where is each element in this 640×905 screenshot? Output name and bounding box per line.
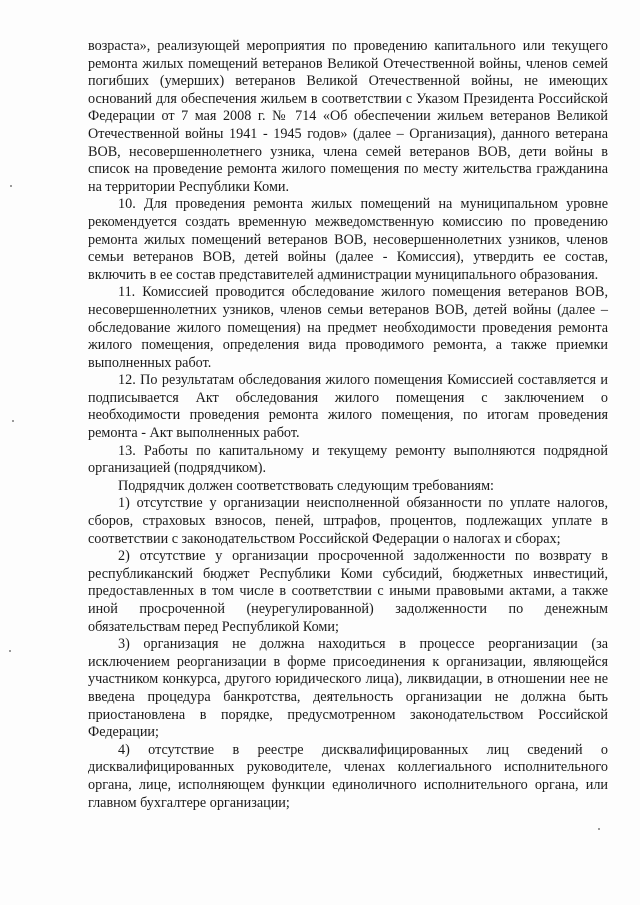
scan-speck xyxy=(9,650,11,652)
scan-speck xyxy=(598,828,600,830)
paragraph-item-13: 13. Работы по капитальному и текущему ремонту выполняются подрядной организацией (подрядчиком). xyxy=(88,442,608,477)
scan-speck xyxy=(12,420,14,422)
paragraph-continuation: возраста», реализующей мероприятия по проведению капитального или текущего ремонта жилых помещений ветеранов Великой Отечественной войны, членов семей погибших (умерших) ветеранов Великой Отечественной войны, не имеющих оснований для обеспечения жильем в соответствии с Указом Президента Российской Федерации от 7 мая 2008 г. № 714 «Об обеспечении жильем ветеранов Великой Отечественной войны 1941 - 1945 годов» (далее – Организация), данного ветерана ВОВ, несовершеннолетнего узника, члена семей ветеранов ВОВ, дети войны в список на проведение ремонта жилого помещения по месту жительства гражданина на территории Республики Коми. xyxy=(88,38,608,195)
scan-speck xyxy=(10,185,12,187)
paragraph-requirement-4: 4) отсутствие в реестре дисквалифицированных лиц сведений о дисквалифицированных руководителе, членах коллегиального исполнительного органа, лице, исполняющем функции единоличного исполнительного органа, или главном бухгалтере организации; xyxy=(88,741,608,811)
paragraph-item-10: 10. Для проведения ремонта жилых помещений на муниципальном уровне рекомендуется создать временную межведомственную комиссию по проведению ремонта жилых помещений ветеранов ВОВ, несовершеннолетних узников, членов семьи ветеранов ВОВ, детей войны (далее - Комиссия), утвердить ее состав, включить в ее состав представителей администрации муниципального образования. xyxy=(88,196,608,283)
paragraph-requirements-intro: Подрядчик должен соответствовать следующим требованиям: xyxy=(118,477,495,494)
document-body xyxy=(88,38,608,812)
paragraph-requirement-3: 3) организация не должна находиться в процессе реорганизации (за исключением реорганизации в форме присоединения к организации, являющейся участником конкурса, другого юридического лица), ликвидации, в отношении нее не введена процедура банкротства, деятельность организации не должна быть приостановлена в порядке, предусмотренном законодательством Российской Федерации; xyxy=(88,636,608,741)
paragraph-item-11: 11. Комиссией проводится обследование жилого помещения ветеранов ВОВ, несовершеннолетних узников, членов семьи ветеранов ВОВ, детей войны (далее – обследование жилого помещения) на предмет необходимости проведения ремонта жилого помещения, определения вида проводимого ремонта, а также приемки выполненных работ. xyxy=(88,284,608,371)
paragraph-requirement-2: 2) отсутствие у организации просроченной задолженности по возврату в республиканский бюджет Республики Коми субсидий, бюджетных инвестиций, предоставленных в том числе в соответствии с иными правовыми актами, а также иной просроченной (неурегулированной) задолженности по денежным обязательствам перед Республикой Коми; xyxy=(88,548,608,635)
paragraph-item-12: 12. По результатам обследования жилого помещения Комиссией составляется и подписывается Акт обследования жилого помещения с заключением о необходимости проведения ремонта жилого помещения, по итогам проведения ремонта - Акт выполненных работ. xyxy=(88,372,608,442)
paragraph-requirement-1: 1) отсутствие у организации неисполненной обязанности по уплате налогов, сборов, страховых взносов, пеней, штрафов, процентов, подлежащих уплате в соответствии с законодательством Российской Федерации о налогах и сборах; xyxy=(88,495,608,547)
